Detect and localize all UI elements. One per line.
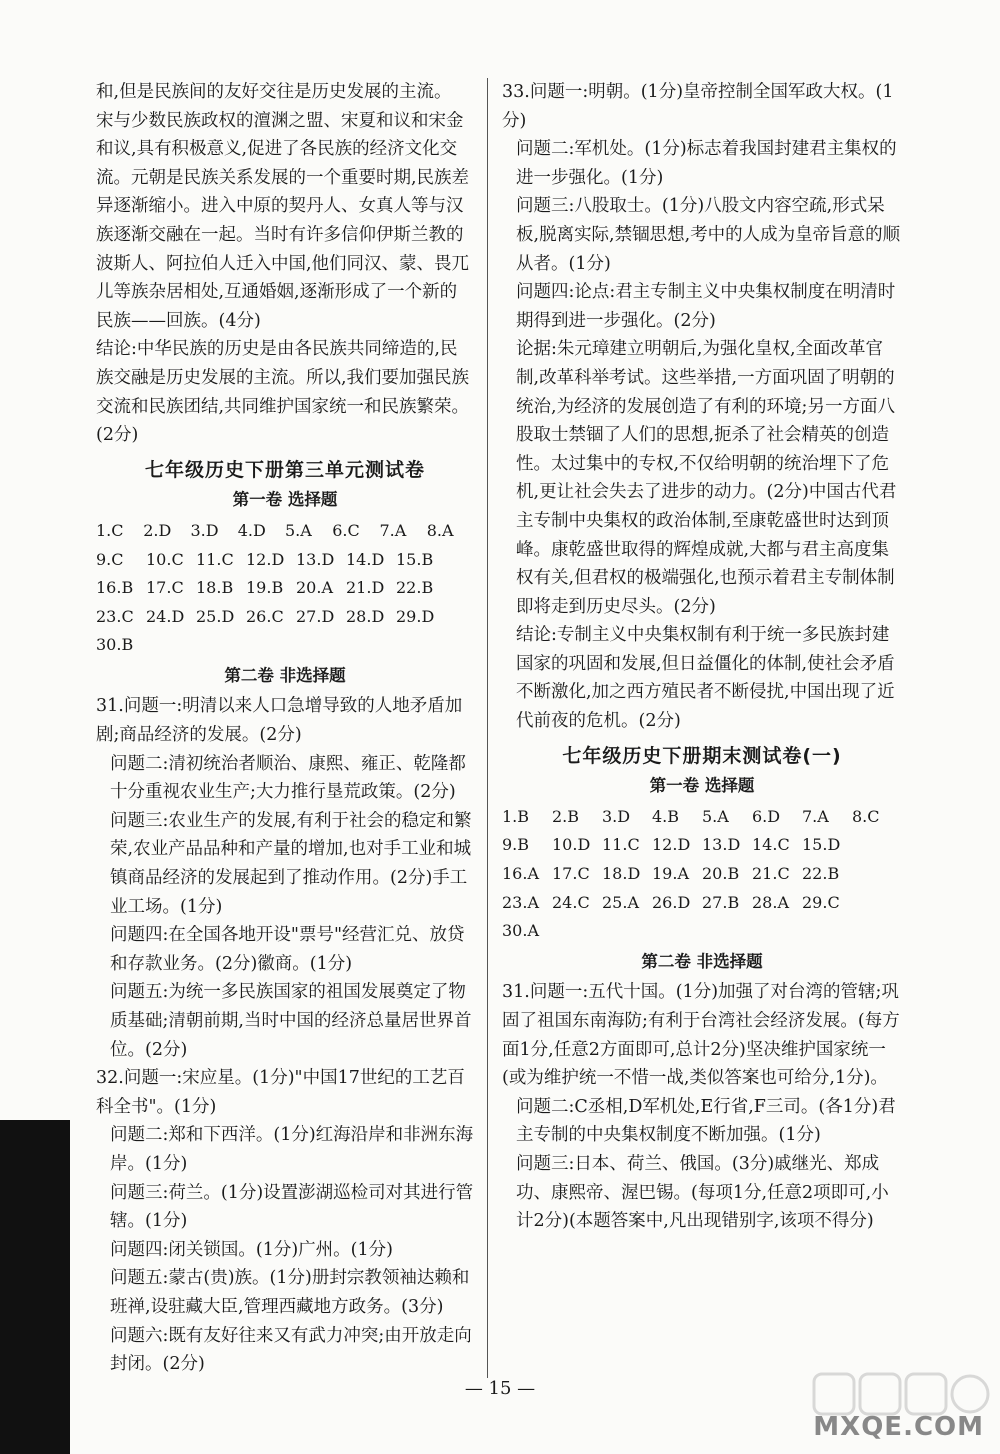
q31-part2: 问题二:清初统治者顺治、康熙、雍正、乾隆都十分重视农业生产;大力推行垦荒政策。(2分): [110, 753, 466, 803]
answer-item: 9.C: [96, 549, 124, 569]
answer-item: 13.D: [296, 549, 335, 569]
final1-q31-part2: 问题二:C丞相,D军机处,E行省,F三司。(各1分)君主专制的中央集权制度不断加强。(1分): [516, 1096, 896, 1146]
answer-row: [502, 917, 902, 946]
q32-part1: 32.问题一:宋应星。(1分)"中国17世纪的工艺百科全书"。(1分): [96, 1068, 465, 1117]
scan-shadow: [0, 1120, 70, 1454]
q31-part4: 问题四:在全国各地开设"票号"经营汇兑、放贷和存款业务。(2分)徽商。(1分): [110, 925, 465, 974]
answer-item: 14.C: [752, 835, 790, 855]
final1-q31-part3: 问题三:日本、荷兰、俄国。(3分)戚继光、郑成功、康熙帝、渥巴锡。(每项1分,任意2项即可,小计2分)(本题答案中,凡出现错别字,该项不得分): [516, 1153, 889, 1232]
answer-item: 12.D: [246, 549, 285, 569]
final1-answer-grid: [502, 803, 902, 946]
answer-item: 2.B: [552, 806, 580, 826]
q32-part4: 问题四:闭关锁国。(1分)广州。(1分): [110, 1239, 393, 1260]
answer-item: 23.A: [502, 892, 539, 912]
answer-item: 3.D: [602, 806, 631, 826]
answer-item: 21.C: [752, 864, 790, 884]
answer-item: 4.D: [237, 520, 266, 540]
q32-part2: 问题二:郑和下西洋。(1分)红海沿岸和非洲东海岸。(1分): [110, 1125, 474, 1174]
test3-part2-title: 第二卷 非选择题: [224, 665, 346, 685]
answer-item: 16.B: [96, 578, 134, 598]
answer-item: 7.A: [802, 806, 829, 826]
left-column: [96, 78, 474, 1379]
answer-item: 30.B: [96, 635, 134, 655]
answer-row: [96, 574, 474, 603]
answer-item: 6.C: [332, 520, 360, 540]
answer-item: 22.B: [802, 864, 840, 884]
answer-item: 19.B: [246, 578, 284, 598]
answer-item: 20.A: [296, 578, 333, 598]
answer-item: 28.D: [346, 606, 385, 626]
answer-row: [96, 517, 474, 546]
answer-item: 1.C: [96, 520, 124, 540]
intro-line-2: 宋与少数民族政权的澶渊之盟、宋夏和议和宋金和议,具有积极意义,促进了各民族的经济文化交流。元朝是民族关系发展的一个重要时期,民族差异逐渐缩小。进入中原的契丹人、女真人等与汉族逐渐交融在一起。当时有许多信仰伊斯兰教的波斯人、阿拉伯人迁入中国,他们同汉、蒙、畏兀儿等族杂居相处,互通婚姻,逐渐形成了一个新的民族——回族。(4分): [96, 110, 470, 331]
answer-item: 25.D: [196, 606, 235, 626]
answer-item: 22.B: [396, 578, 434, 598]
answer-item: 23.C: [96, 606, 134, 626]
answer-item: 18.B: [196, 578, 234, 598]
answer-row: [502, 889, 902, 918]
q33-conclusion: 结论:专制主义中央集权制有利于统一多民族封建国家的巩固和发展,但日益僵化的体制,使社会矛盾不断激化,加之西方殖民者不断侵扰,中国出现了近代前夜的危机。(2分): [516, 625, 895, 732]
answer-item: 27.D: [296, 606, 335, 626]
answer-item: 8.A: [426, 520, 454, 540]
answer-item: 4.B: [652, 806, 680, 826]
column-divider: [487, 78, 488, 1378]
answer-item: 1.B: [502, 806, 530, 826]
answer-row: [502, 860, 902, 889]
watermark-text: MXQE.COM: [813, 1412, 984, 1442]
right-column: [502, 78, 902, 1236]
final1-q31-part1: 31.问题一:五代十国。(1分)加强了对台湾的管辖;巩固了祖国东南海防;有利于台湾社会经济发展。(每方面1分,任意2方面即可,总计2分)坚决维护国家统一(或为维护统一不惜一战,类似答案也可给分,1分)。: [502, 982, 900, 1089]
q33-evidence: 论据:朱元璋建立明朝后,为强化皇权,全面改革官制,改革科举考试。这些举措,一方面巩固了明朝的统治,为经济的发展创造了有利的环境;另一方面八股取士禁锢了人们的思想,扼杀了社会精英的创造性。太过集中的专权,不仅给明朝的统治埋下了危机,更让社会失去了进步的动力。(2分)中国古代君主专制中央集权的政治体制,至康乾盛世时达到顶峰。康乾盛世取得的辉煌成就,大都与君主高度集权有关,但君权的极端强化,也预示着君主专制体制即将走到历史尽头。(2分): [516, 339, 897, 617]
answer-item: 12.D: [652, 835, 691, 855]
page-number: — 15 —: [464, 1378, 536, 1399]
answer-item: 13.D: [702, 835, 741, 855]
answer-item: 27.B: [702, 892, 740, 912]
q31-part1: 31.问题一:明清以来人口急增导致的人地矛盾加剧;商品经济的发展。(2分): [96, 696, 463, 746]
answer-row: [96, 631, 474, 660]
answer-item: 28.A: [752, 892, 789, 912]
answer-item: 15.D: [802, 835, 841, 855]
answer-item: 14.D: [346, 549, 385, 569]
test3-answer-grid: [96, 517, 474, 660]
answer-item: 3.D: [190, 520, 219, 540]
answer-item: 7.A: [379, 520, 407, 540]
answer-item: 26.C: [246, 606, 284, 626]
final1-title: 七年级历史下册期末测试卷(一): [562, 744, 842, 767]
answer-row: [502, 803, 902, 832]
answer-item: 24.C: [552, 892, 590, 912]
answer-item: 29.D: [396, 606, 435, 626]
answer-item: 11.C: [196, 549, 234, 569]
answer-row: [96, 546, 474, 575]
answer-row: [96, 603, 474, 632]
answer-item: 17.C: [552, 864, 590, 884]
answer-item: 30.A: [502, 921, 539, 941]
q33-part3: 问题三:八股取士。(1分)八股文内容空疏,形式呆板,脱离实际,禁锢思想,考中的人成为皇帝旨意的顺从者。(1分): [516, 196, 901, 274]
answer-item: 17.C: [146, 578, 184, 598]
q31-part5: 问题五:为统一多民族国家的祖国发展奠定了物质基础;清朝前期,当时中国的经济总量居世界首位。(2分): [110, 982, 472, 1060]
q32-part5: 问题五:蒙古(贵)族。(1分)册封宗教领袖达赖和班禅,设驻藏大臣,管理西藏地方政务。(3分): [110, 1268, 470, 1317]
answer-item: 20.B: [702, 864, 740, 884]
answer-item: 21.D: [346, 578, 385, 598]
answer-item: 6.D: [752, 806, 781, 826]
final1-part1-title: 第一卷 选择题: [649, 776, 755, 796]
intro-line-1: 和,但是民族间的友好交往是历史发展的主流。: [96, 82, 452, 102]
intro-conclusion: 结论:中华民族的历史是由各民族共同缔造的,民族交融是历史发展的主流。所以,我们要加强民族交流和民族团结,共同维护国家统一和民族繁荣。(2分): [96, 339, 470, 446]
test3-part1-title: 第一卷 选择题: [232, 490, 338, 510]
q31-part3: 问题三:农业生产的发展,有利于社会的稳定和繁荣,农业产品品种和产量的增加,也对手工业和城镇商品经济的发展起到了推动作用。(2分)手工业工场。(1分): [110, 810, 472, 917]
answer-item: 8.C: [852, 806, 880, 826]
answer-item: 24.D: [146, 606, 185, 626]
q33-part2: 问题二:军机处。(1分)标志着我国封建君主集权的进一步强化。(1分): [516, 139, 897, 188]
answer-item: 19.A: [652, 864, 689, 884]
answer-item: 5.A: [702, 806, 729, 826]
answer-item: 15.B: [396, 549, 434, 569]
q32-part6: 问题六:既有友好往来又有武力冲突;由开放走向封闭。(2分): [110, 1325, 472, 1375]
answer-item: 16.A: [502, 864, 539, 884]
q33-part4: 问题四:论点:君主专制主义中央集权制度在明清时期得到进一步强化。(2分): [516, 282, 896, 331]
answer-item: 5.A: [285, 520, 312, 540]
final1-part2-title: 第二卷 非选择题: [641, 951, 763, 971]
test3-title: 七年级历史下册第三单元测试卷: [144, 458, 425, 481]
answer-item: 9.B: [502, 835, 530, 855]
answer-item: 29.C: [802, 892, 840, 912]
answer-item: 2.D: [143, 520, 172, 540]
answer-item: 11.C: [602, 835, 640, 855]
answer-item: 10.D: [552, 835, 591, 855]
answer-item: 26.D: [652, 892, 691, 912]
answer-row: [502, 831, 902, 860]
answer-item: 25.A: [602, 892, 639, 912]
answer-item: 10.C: [146, 549, 184, 569]
q33-part1: 33.问题一:明朝。(1分)皇帝控制全国军政大权。(1分): [502, 82, 894, 131]
answer-item: 18.D: [602, 864, 641, 884]
q32-part3: 问题三:荷兰。(1分)设置澎湖巡检司对其进行管辖。(1分): [110, 1182, 474, 1232]
